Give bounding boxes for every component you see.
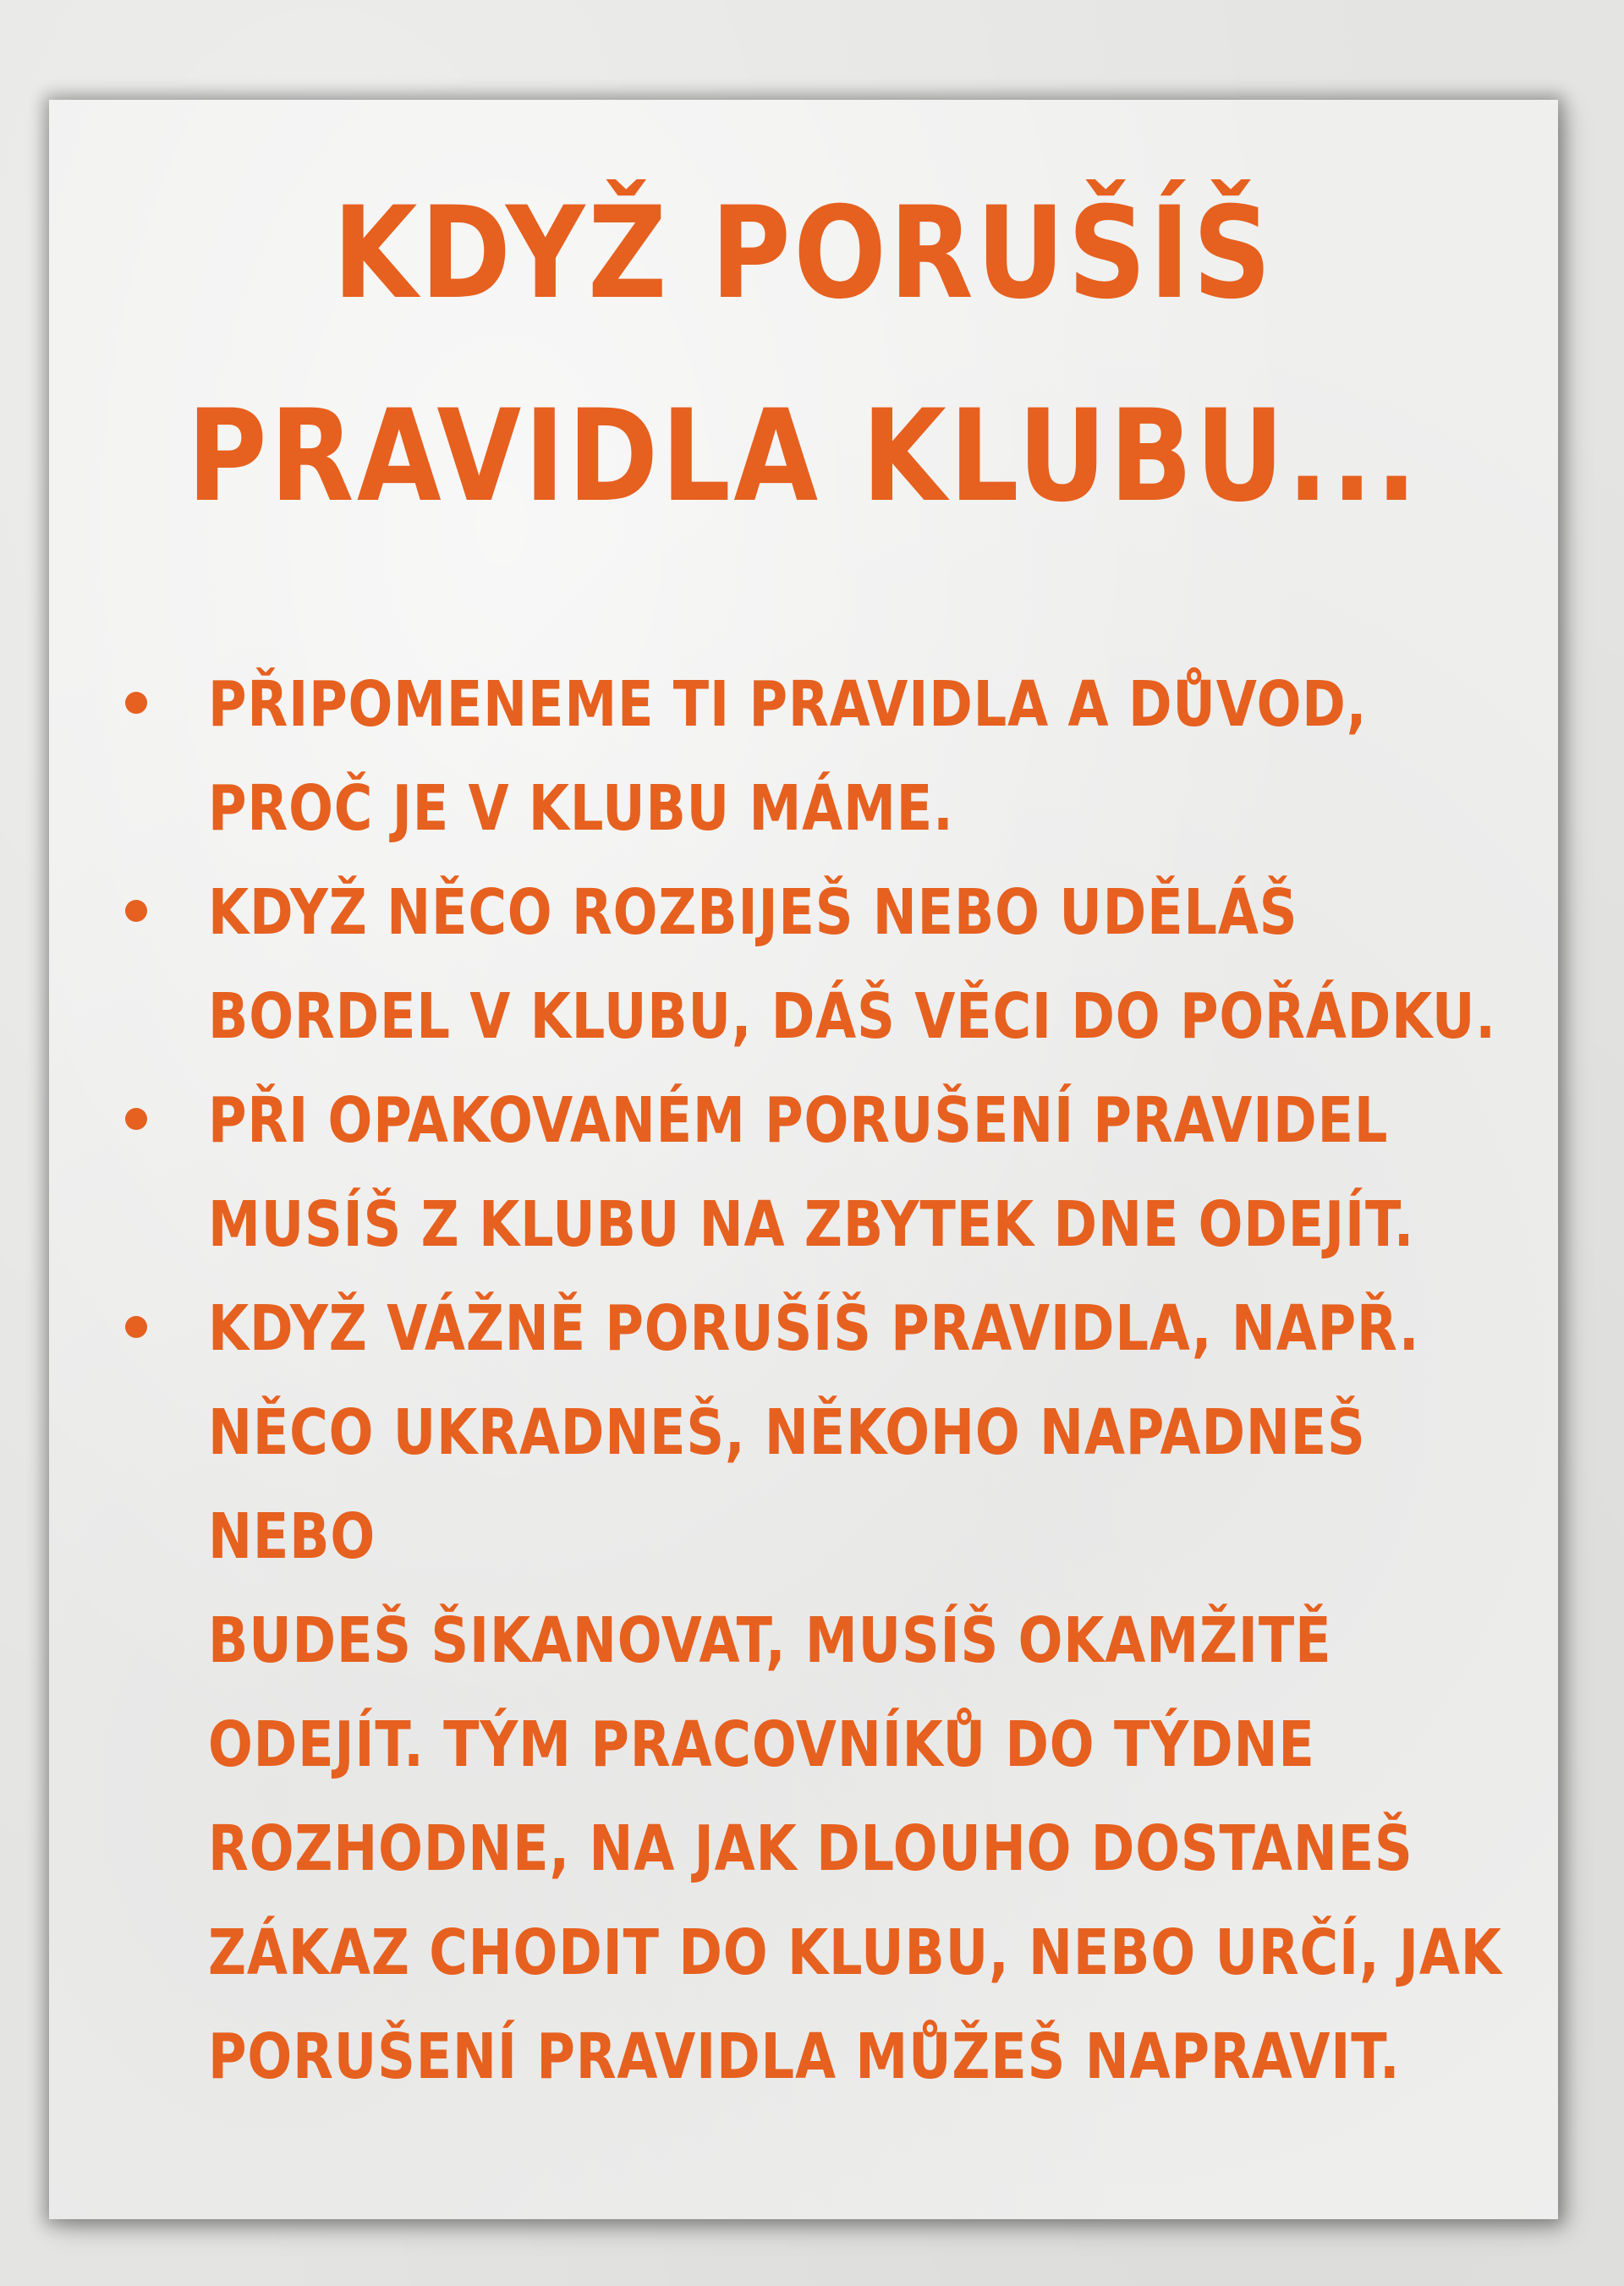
bullet-icon — [125, 1108, 147, 1130]
rule-line: ZÁKAZ CHODIT DO KLUBU, NEBO URČÍ, JAK — [208, 1916, 1502, 1989]
rule-item-1 — [125, 653, 1555, 861]
title-line-2: PRAVIDLA KLUBU... — [187, 383, 1420, 530]
rule-item-4 — [125, 1277, 1555, 2109]
title-line-1: KDYŽ PORUŠÍŠ — [332, 180, 1275, 327]
poster-title — [155, 152, 1452, 558]
rules-list — [125, 653, 1555, 2109]
rule-line: PŘI OPAKOVANÉM PORUŠENÍ PRAVIDEL — [208, 1084, 1389, 1157]
rule-line: BUDEŠ ŠIKANOVAT, MUSÍŠ OKAMŽITĚ — [208, 1604, 1332, 1677]
rule-item-2 — [125, 861, 1555, 1069]
rule-text — [208, 653, 1544, 861]
rule-line: NĚCO UKRADNEŠ, NĚKOHO NAPADNEŠ NEBO — [208, 1396, 1366, 1573]
bullet-icon — [125, 1316, 147, 1338]
rule-line: PROČ JE V KLUBU MÁME. — [208, 772, 954, 845]
rule-line: BORDEL V KLUBU, DÁŠ VĚCI DO POŘÁDKU. — [208, 980, 1496, 1053]
rule-line: ODEJÍT. TÝM PRACOVNÍKŮ DO TÝDNE — [208, 1708, 1315, 1781]
rule-line: PŘIPOMENEME TI PRAVIDLA A DŮVOD, — [208, 668, 1368, 741]
poster — [49, 100, 1558, 2219]
rule-text — [208, 1277, 1544, 2109]
rule-text — [208, 1069, 1544, 1277]
bullet-icon — [125, 692, 147, 714]
rule-line: PORUŠENÍ PRAVIDLA MŮŽEŠ NAPRAVIT. — [208, 2020, 1401, 2093]
rule-item-3 — [125, 1069, 1555, 1277]
rule-line: MUSÍŠ Z KLUBU NA ZBYTEK DNE ODEJÍT. — [208, 1188, 1415, 1261]
rule-line: KDYŽ NĚCO ROZBIJEŠ NEBO UDĚLÁŠ — [208, 876, 1298, 949]
rule-line: KDYŽ VÁŽNĚ PORUŠÍŠ PRAVIDLA, NAPŘ. — [208, 1292, 1420, 1365]
rule-line: ROZHODNE, NA JAK DLOUHO DOSTANEŠ — [208, 1812, 1413, 1885]
bullet-icon — [125, 900, 147, 922]
rule-text — [208, 861, 1544, 1069]
